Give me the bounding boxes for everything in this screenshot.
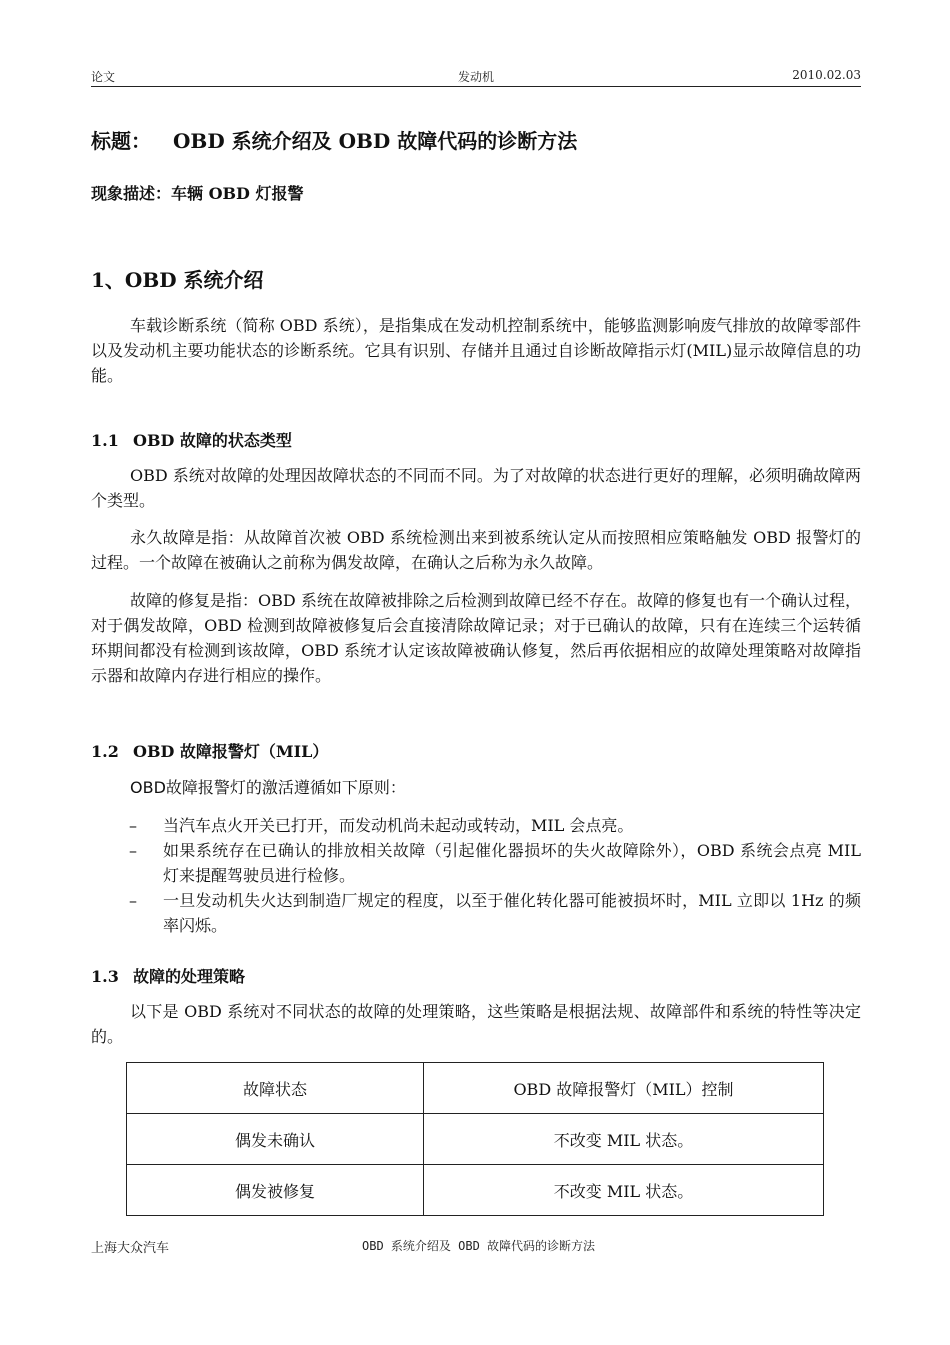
section-1-2-intro: OBD故障报警灯的激活遵循如下原则： (130, 778, 406, 797)
section-title: OBD 故障的状态类型 (133, 431, 292, 450)
section-title: OBD 故障报警灯（MIL） (133, 742, 329, 761)
table-header-row (127, 1063, 824, 1114)
dash-bullet: – (129, 891, 137, 910)
phenomenon-description: 现象描述：车辆 OBD 灯报警 (91, 184, 304, 203)
table-cell: 不改变 MIL 状态。 (424, 1165, 824, 1216)
table-cell: 偶发被修复 (127, 1165, 424, 1216)
table-cell: 偶发未确认 (127, 1114, 424, 1165)
dash-bullet: – (129, 841, 137, 860)
list-item (91, 813, 861, 838)
title-label: 标题： (91, 129, 151, 153)
table-row (127, 1114, 824, 1165)
list-item (91, 838, 861, 888)
section-1-1-paragraph-1: OBD 系统对故障的处理因故障状态的不同而不同。为了对故障的状态进行更好的理解，必须明确故障两个类型。 (91, 466, 861, 510)
section-1-heading: 1、OBD 系统介绍 (91, 268, 264, 292)
header-center-label: 发动机 (457, 70, 494, 84)
document-title (91, 125, 577, 154)
table-header-cell: 故障状态 (127, 1063, 424, 1114)
list-item-text: 当汽车点火开关已打开，而发动机尚未起动或转动，MIL 会点亮。 (163, 816, 634, 835)
section-1-3-paragraph: 以下是 OBD 系统对不同状态的故障的处理策略，这些策略是根据法规、故障部件和系统的特性等决定的。 (91, 1002, 861, 1046)
footer-document-title: OBD 系统介绍及 OBD 故障代码的诊断方法 (362, 1239, 596, 1253)
page-header (91, 68, 861, 87)
table-header-cell: OBD 故障报警灯（MIL）控制 (424, 1063, 824, 1114)
fault-strategy-table (126, 1062, 824, 1216)
footer-company: 上海大众汽车 (91, 1241, 170, 1256)
table-row (127, 1165, 824, 1216)
section-1-2-heading (91, 739, 328, 762)
section-title: 故障的处理策略 (133, 967, 246, 986)
table-cell: 不改变 MIL 状态。 (424, 1114, 824, 1165)
section-1-3-heading (91, 964, 245, 987)
section-1-1-paragraph-3: 故障的修复是指：OBD 系统在故障被排除之后检测到故障已经不存在。故障的修复也有一个确认过程，对于偶发故障，OBD 检测到故障被修复后会直接清除故障记录；对于已确认的故障，只有在连续三个运转循环期间都没有检测到该故障，OBD 系统才认定该故障被确认修复，然后再依据相应的故障处理策略对故障指示器和故障内存进行相应的操作。 (91, 591, 861, 685)
header-left-label: 论文 (91, 70, 116, 84)
section-number: 1.1 (91, 431, 119, 450)
section-1-1-paragraph-2: 永久故障是指：从故障首次被 OBD 系统检测出来到被系统认定从而按照相应策略触发 OBD 报警灯的过程。一个故障在被确认之前称为偶发故障，在确认之后称为永久故障。 (91, 528, 861, 572)
dash-bullet: – (129, 816, 137, 835)
list-item-text: 如果系统存在已确认的排放相关故障（引起催化器损坏的失火故障除外），OBD 系统会点亮 MIL 灯来提醒驾驶员进行检修。 (163, 841, 861, 885)
mil-rules-list (91, 813, 861, 938)
list-item (91, 888, 861, 938)
title-text: OBD 系统介绍及 OBD 故障代码的诊断方法 (173, 129, 578, 153)
section-number: 1.2 (91, 742, 119, 761)
section-1-1-heading (91, 428, 292, 451)
header-date: 2010.02.03 (792, 68, 861, 82)
list-item-text: 一旦发动机失火达到制造厂规定的程度，以至于催化转化器可能被损坏时，MIL 立即以 1Hz 的频率闪烁。 (163, 891, 861, 935)
section-number: 1.3 (91, 967, 119, 986)
section-1-intro: 车载诊断系统（简称 OBD 系统），是指集成在发动机控制系统中，能够监测影响废气排放的故障零部件以及发动机主要功能状态的诊断系统。它具有识别、存储并且通过自诊断故障指示灯(MIL)显示故障信息的功能。 (91, 316, 861, 385)
